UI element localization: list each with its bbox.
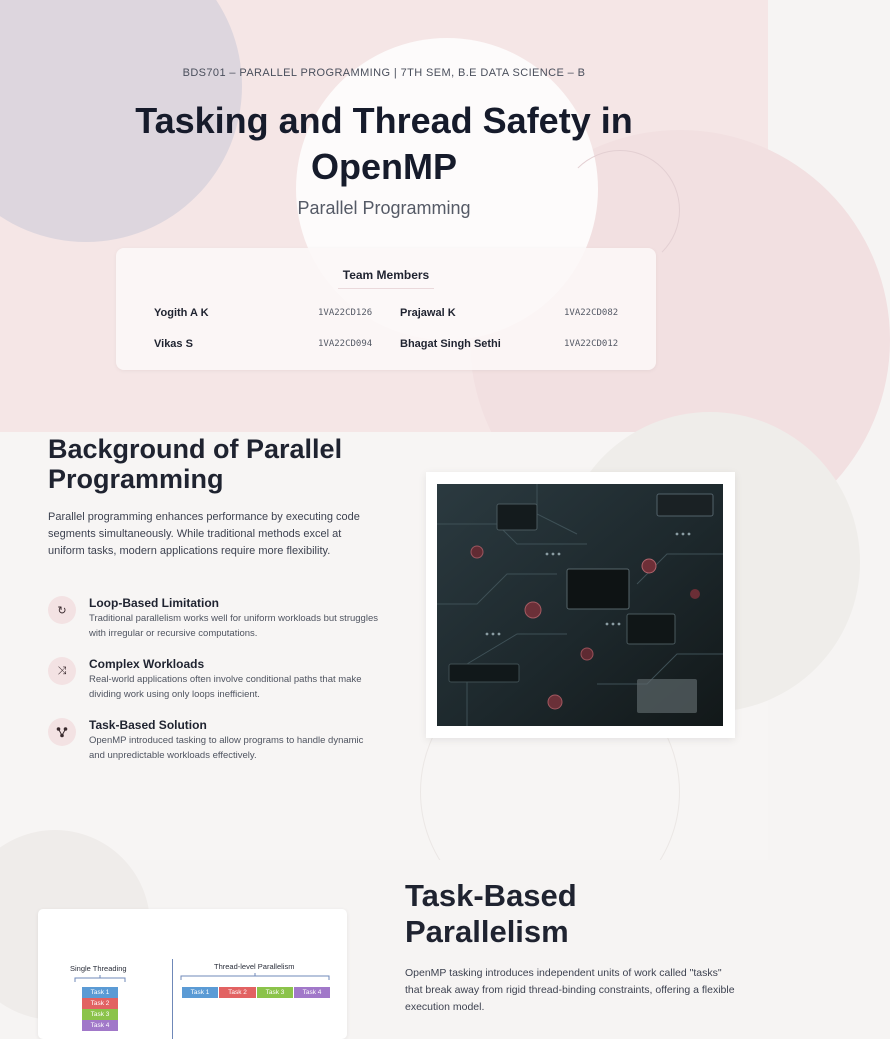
task-block: Task 4	[82, 1020, 118, 1031]
task-block: Task 3	[257, 987, 293, 998]
member-name: Vikas S	[154, 338, 193, 350]
task-block: Task 3	[82, 1009, 118, 1020]
task-block: Task 4	[294, 987, 330, 998]
bracket-icon	[74, 975, 126, 983]
member-usn: 1VA22CD126	[318, 308, 373, 318]
feature-description: Traditional parallelism works well for uniform workloads but struggles with irregular or recursive computations.	[89, 613, 378, 639]
circuit-board-photo	[437, 484, 723, 726]
course-label: BDS701 – PARALLEL PROGRAMMING | 7TH SEM, B.E DATA SCIENCE – B	[182, 67, 586, 79]
task-block: Task 2	[82, 998, 118, 1009]
member-name: Prajawal K	[400, 307, 456, 319]
section-body: OpenMP tasking introduces independent units of work called "tasks" that break away from rigid thread-binding constraints, offering a flexible execution model.	[405, 967, 735, 1013]
network-icon	[48, 718, 76, 746]
member-name: Bhagat Singh Sethi	[400, 338, 501, 350]
member-name: Yogith A K	[154, 307, 209, 319]
feature-title: Complex Workloads	[89, 657, 205, 671]
network-glyph	[56, 726, 68, 738]
divider	[338, 288, 434, 289]
title-slide	[0, 0, 768, 432]
circuit-board-photo-frame	[426, 472, 735, 738]
shuffle-icon: ⤨	[48, 657, 76, 685]
task-based-slide	[0, 860, 768, 1029]
refresh-icon: ↻	[48, 596, 76, 624]
task-block: Task 1	[82, 987, 118, 998]
section-intro: Parallel programming enhances performance by executing code segments simultaneously. While traditional methods excel at uniform tasks, modern applications require more flexibility.	[48, 511, 360, 557]
threading-diagram	[38, 909, 347, 1039]
section-heading: Task-Based Parallelism	[405, 878, 577, 949]
background-slide	[0, 432, 768, 860]
member-usn: 1VA22CD082	[564, 308, 619, 318]
section-heading: Background of Parallel Programming	[48, 434, 343, 494]
member-usn: 1VA22CD012	[564, 339, 619, 349]
task-block: Task 2	[219, 987, 256, 998]
task-block: Task 1	[182, 987, 218, 998]
diagram-label-single: Single Threading	[70, 964, 127, 973]
team-members-card	[116, 248, 656, 370]
page-subtitle: Parallel Programming	[297, 198, 471, 218]
circuit-board-illustration	[437, 484, 723, 726]
member-usn: 1VA22CD094	[318, 339, 373, 349]
feature-title: Loop-Based Limitation	[89, 596, 219, 610]
feature-description: OpenMP introduced tasking to allow programs to handle dynamic and unpredictable workloads effectively.	[89, 735, 364, 761]
diagram-divider	[172, 959, 173, 1039]
page-title: Tasking and Thread Safety in OpenMP	[135, 100, 633, 187]
diagram-label-parallel: Thread-level Parallelism	[214, 962, 295, 971]
bracket-icon	[180, 973, 330, 981]
feature-description: Real-world applications often involve conditional paths that make dividing work using only loops inefficient.	[89, 674, 362, 700]
feature-title: Task-Based Solution	[89, 718, 207, 732]
team-heading: Team Members	[342, 268, 430, 282]
